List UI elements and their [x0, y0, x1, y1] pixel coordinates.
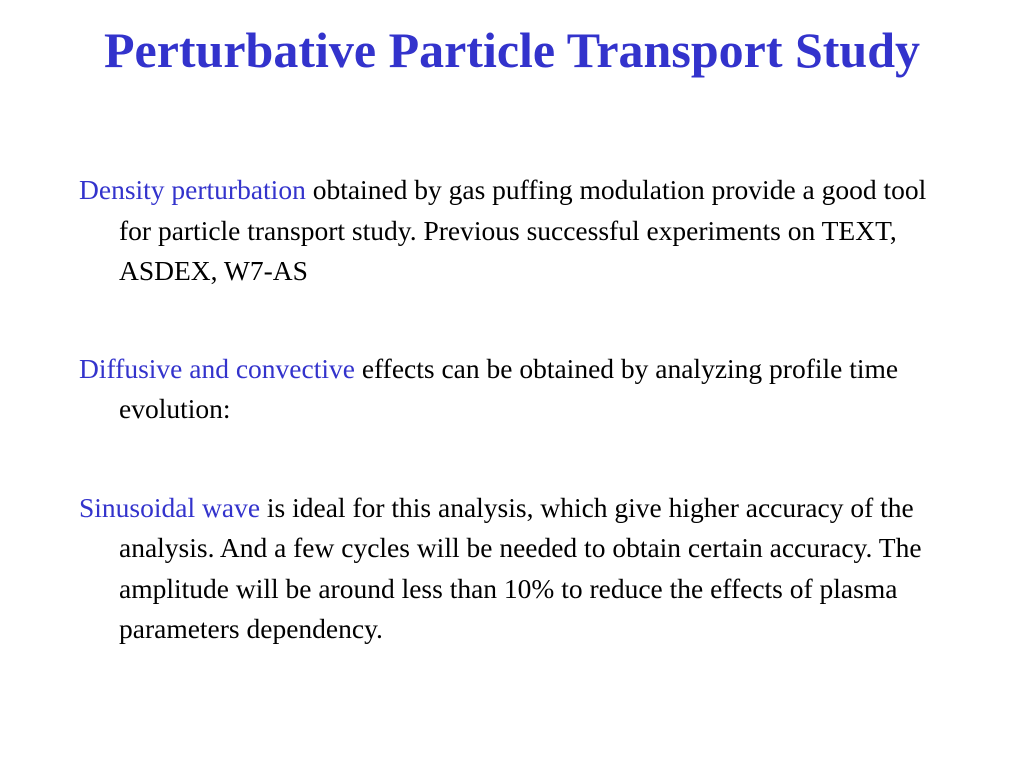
paragraph-body: is ideal for this analysis, which give higher accuracy of the analysis. And a few cycles will be needed to obtain certain accuracy. The amplitude will be around less than 10% to reduce the effects of plasma parameters dependency.	[119, 491, 922, 644]
paragraph-sinusoidal-wave	[79, 488, 959, 650]
paragraph-lead: Density perturbation	[79, 174, 306, 205]
paragraph-diffusive-convective	[79, 349, 959, 430]
paragraph-density-perturbation	[79, 170, 959, 292]
paragraph-body: obtained by gas puffing modulation provide a good tool for particle transport study. Previous successful experiments on TEXT, ASDEX, W7-AS	[119, 174, 927, 286]
paragraph-body: effects can be obtained by analyzing profile time evolution:	[119, 352, 899, 424]
paragraph-lead: Sinusoidal wave	[79, 491, 261, 523]
paragraph-lead: Diffusive and convective	[79, 352, 355, 384]
slide-title: Perturbative Particle Transport Study	[103, 22, 921, 78]
slide-content	[79, 170, 959, 650]
